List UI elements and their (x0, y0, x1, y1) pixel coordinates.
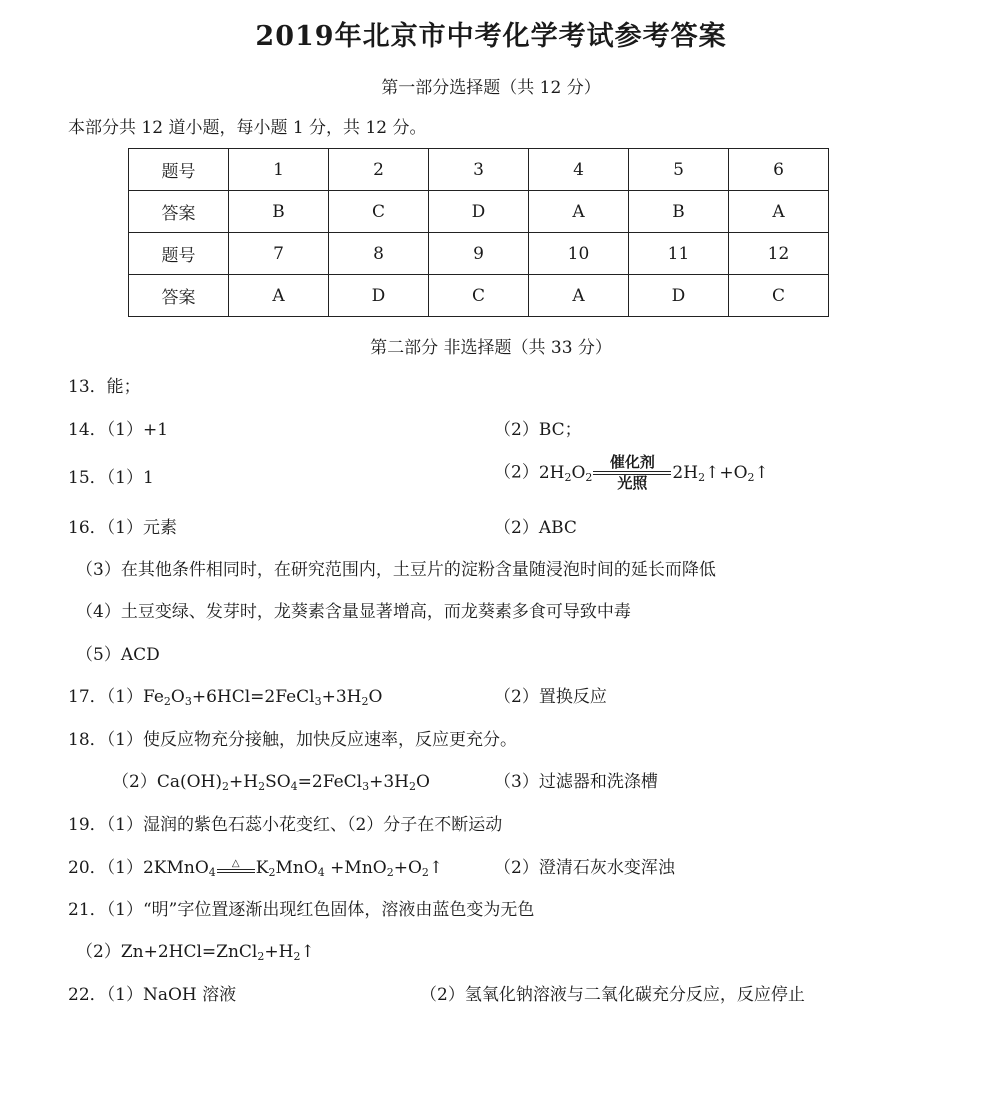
table-row (129, 275, 829, 317)
page-title: 2019年北京市中考化学考试参考答案 (255, 21, 727, 52)
table-cell: 12 (729, 233, 829, 275)
table-row-header: 题号 (129, 233, 229, 275)
part2-heading: 第二部分 非选择题（共 33 分） (370, 338, 612, 358)
table-row-header: 题号 (129, 149, 229, 191)
answer-table (128, 148, 829, 317)
table-row (129, 149, 829, 191)
equation-products: $2H_2↑+O_2↑$ (672, 463, 769, 484)
answer-q19: 19．（1）湿润的紫色石蕊小花变红、（2）分子在不断运动 (68, 815, 503, 835)
answer-q14-2: （2）BC； (494, 420, 582, 440)
heat-symbol: △ (231, 858, 240, 869)
heat-condition (217, 858, 255, 873)
table-cell: 5 (629, 149, 729, 191)
table-cell: 10 (529, 233, 629, 275)
light-label: 光照 (617, 474, 648, 492)
table-cell: A (229, 275, 329, 317)
table-cell: 4 (529, 149, 629, 191)
table-cell: 3 (429, 149, 529, 191)
table-row (129, 191, 829, 233)
answer-q22-1: 22．（1）NaOH 溶液 (68, 985, 237, 1005)
table-cell: A (529, 191, 629, 233)
answer-q16-5: （5）ACD (76, 645, 160, 665)
table-cell: B (629, 191, 729, 233)
answer-q16-4: （4）土豆变绿、发芽时，龙葵素含量显著增高，而龙葵素多食可导致中毒 (76, 602, 631, 622)
table-cell: A (529, 275, 629, 317)
answer-q15-2 (494, 454, 769, 492)
answer-q18-2: $(2)Ca(OH)_2+H_2SO_4=2FeCl_3+3H_2O$ (112, 772, 430, 793)
answer-q17-1: 17．$(1)Fe_2O_3+6HCl=2FeCl_3+3H_2O$ (68, 687, 383, 708)
answer-q16-2: （2）ABC (494, 518, 577, 538)
table-row-header: 答案 (129, 275, 229, 317)
answer-q18-1: 18．（1）使反应物充分接触，加快反应速率，反应更充分。 (68, 730, 517, 750)
answer-q16-3: （3）在其他条件相同时，在研究范围内，土豆片的淀粉含量随浸泡时间的延长而降低 (76, 560, 716, 580)
table-cell: D (429, 191, 529, 233)
answer-q14-1: 14．（1）+1 (68, 420, 169, 440)
table-cell: D (629, 275, 729, 317)
table-cell: C (429, 275, 529, 317)
answer-q15-1: 15．（1）1 (68, 468, 154, 488)
answer-q20-1: 20．（1）2KMnO$_4$ △ $K_2MnO_4$ $+MnO_2+O_2↑$ (68, 858, 444, 879)
answer-q17-2: （2）置换反应 (494, 687, 607, 707)
table-cell: 6 (729, 149, 829, 191)
table-cell: A (729, 191, 829, 233)
answer-q22-2: （2）氢氧化钠溶液与二氧化碳充分反应，反应停止 (420, 985, 805, 1005)
answer-q15-2-prefix: （2） (494, 462, 539, 483)
catalyst-label: 催化剂 (609, 453, 655, 471)
table-cell: 1 (229, 149, 329, 191)
answer-q18-3: （3）过滤器和洗涤槽 (494, 772, 658, 792)
table-cell: 9 (429, 233, 529, 275)
table-cell: 2 (329, 149, 429, 191)
table-cell: 7 (229, 233, 329, 275)
table-cell: C (729, 275, 829, 317)
table-cell: 8 (329, 233, 429, 275)
answer-q16-1: 16．（1）元素 (68, 518, 177, 538)
answer-q21-2: $(2)Zn+2HCl=ZnCl_2+H_2↑$ (76, 942, 315, 963)
table-cell: 11 (629, 233, 729, 275)
table-cell: B (229, 191, 329, 233)
table-row (129, 233, 829, 275)
equation-reactant: $2H_2O_2$ (538, 463, 593, 484)
part1-intro: 本部分共 12 道小题，每小题 1 分，共 12 分。 (68, 118, 427, 138)
table-cell: C (329, 191, 429, 233)
table-row-header: 答案 (129, 191, 229, 233)
answer-q20-2: （2）澄清石灰水变浑浊 (494, 858, 675, 878)
reaction-condition (593, 454, 671, 492)
answer-q13: 13．能； (68, 377, 141, 397)
part1-heading: 第一部分选择题（共 12 分） (381, 78, 601, 98)
answer-q21-1: 21．（1）“明”字位置逐渐出现红色固体，溶液由蓝色变为无色 (68, 900, 535, 920)
table-cell: D (329, 275, 429, 317)
